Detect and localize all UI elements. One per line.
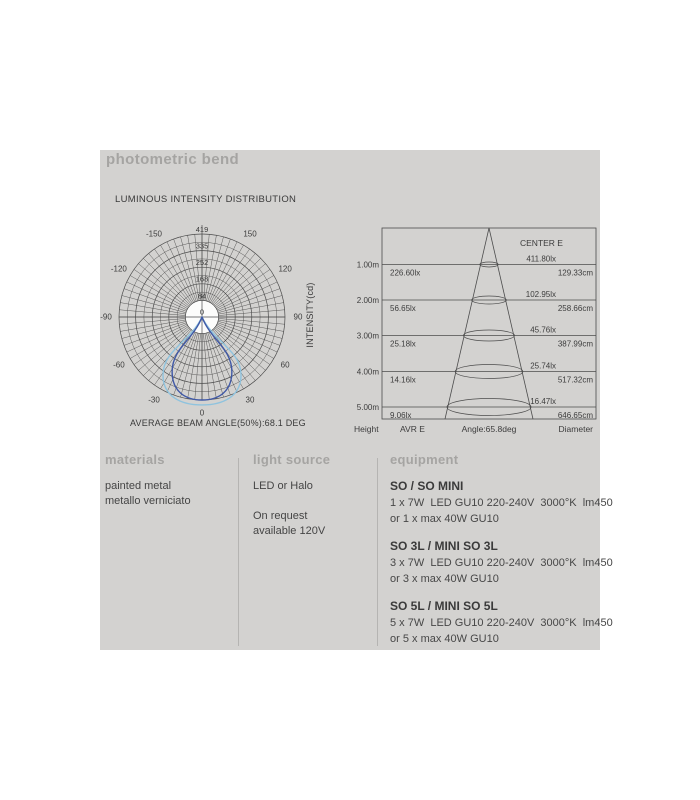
polar-spoke (218, 320, 283, 332)
angle-tick-label: 0 (199, 408, 205, 418)
diameter-value: 517.32cm (557, 375, 593, 385)
equipment-spec: 3 x 7W LED GU10 220-240V 3000°K lm450 (390, 557, 613, 569)
polar-spoke (161, 245, 194, 303)
polar-spoke (130, 276, 188, 309)
polar-spoke (218, 321, 282, 338)
polar-spoke (206, 333, 223, 397)
polar-spoke (188, 333, 200, 398)
column-divider (377, 458, 378, 646)
avr-e-value: 9.06lx (390, 411, 412, 420)
polar-spoke (167, 332, 195, 392)
angle-tick-label: 90 (293, 312, 303, 322)
equipment-spec: 1 x 7W LED GU10 220-240V 3000°K lm450 (390, 497, 613, 509)
page-title: photometric bend (106, 151, 240, 168)
polar-spoke (122, 296, 186, 313)
avr-e-value: 14.16lx (390, 375, 416, 385)
polar-chart-title: LUMINOUS INTENSITY DISTRIBUTION (115, 194, 297, 205)
polar-spoke (161, 331, 194, 389)
height-value: 5.00m (356, 403, 379, 412)
radial-tick-label: 335 (195, 241, 209, 251)
equipment-group (390, 599, 613, 647)
polar-spoke (206, 237, 223, 301)
radial-tick-label: 252 (195, 258, 209, 268)
polar-spoke (209, 242, 237, 302)
diameter-value: 258.66cm (557, 304, 593, 313)
polar-spoke (138, 328, 189, 371)
polar-intensity-chart (95, 218, 325, 443)
diameter-value: 129.33cm (557, 268, 593, 278)
polar-spoke (122, 321, 186, 338)
light-source-section (253, 452, 371, 539)
cone-frame (382, 228, 596, 419)
equipment-group (390, 539, 613, 587)
equipment-spec: 5 x 7W LED GU10 220-240V 3000°K lm450 (390, 617, 613, 629)
polar-spoke (210, 331, 243, 389)
light-source-line: On request (253, 510, 308, 522)
cone-side (445, 228, 489, 419)
center-e-value: 45.76lx (530, 325, 556, 335)
footer-angle-label: Angle:65.8deg (461, 424, 517, 434)
polar-spoke (149, 253, 192, 304)
diameter-value: 646.65cm (557, 411, 593, 420)
equipment-model: SO / SO MINI (390, 479, 464, 493)
equipment-alt-spec: or 1 x max 40W GU10 (390, 512, 499, 525)
center-e-value: 102.95lx (525, 290, 556, 299)
polar-spoke (215, 328, 266, 371)
radial-tick-label: 84 (197, 291, 207, 301)
footer-avre-label: AVR E (400, 424, 425, 434)
photometric-panel (100, 150, 613, 650)
center-e-heading: CENTER E (520, 238, 563, 248)
polar-yaxis-label: INTENSITY(cd) (305, 282, 315, 348)
angle-tick-label: -90 (100, 312, 112, 322)
angle-tick-label: 60 (280, 360, 290, 370)
polar-spoke (215, 264, 266, 307)
polar-spoke (210, 245, 243, 303)
equipment-group (390, 479, 613, 527)
materials-line: metallo verniciato (105, 495, 191, 507)
height-value: 3.00m (356, 331, 379, 341)
polar-spoke (181, 333, 198, 397)
footer-height-label: Height (354, 424, 379, 434)
polar-spoke (213, 253, 256, 304)
polar-spoke (120, 303, 185, 315)
light-source-header: light source (253, 452, 331, 467)
equipment-section (390, 452, 613, 659)
avr-e-value: 56.65lx (390, 304, 416, 313)
radial-tick-label: 168 (195, 274, 209, 284)
light-source-line: LED or Halo (253, 480, 313, 492)
average-beam-angle-label: AVERAGE BEAM ANGLE(50%):68.1 DEG (130, 418, 306, 428)
angle-tick-label: -30 (148, 395, 160, 405)
height-value: 1.00m (356, 260, 379, 270)
materials-line: painted metal (105, 480, 172, 492)
polar-spoke (120, 320, 185, 332)
center-e-value: 25.74lx (530, 361, 556, 371)
height-value: 2.00m (356, 296, 379, 305)
angle-tick-label: 120 (278, 264, 292, 274)
paragraph-gap (253, 494, 371, 509)
polar-spoke (218, 303, 283, 315)
angle-tick-label: 30 (245, 395, 255, 405)
polar-spoke (127, 282, 187, 310)
diameter-value: 387.99cm (557, 339, 593, 349)
avr-e-value: 226.60lx (390, 268, 421, 278)
angle-tick-label: -60 (113, 360, 125, 370)
height-value: 4.00m (356, 367, 379, 377)
avr-e-value: 25.18lx (390, 339, 416, 349)
radial-tick-label: 0 (199, 307, 205, 317)
equipment-model: SO 5L / MINI SO 5L (390, 599, 498, 613)
angle-tick-label: 150 (243, 229, 257, 239)
beam-cone-diagram (350, 222, 610, 437)
materials-header: materials (105, 452, 165, 467)
polar-spoke (130, 325, 188, 358)
angle-tick-label: -120 (110, 264, 127, 274)
polar-spoke (216, 276, 274, 309)
equipment-model: SO 3L / MINI SO 3L (390, 539, 498, 553)
angle-tick-label: -150 (145, 229, 163, 239)
light-source-line: available 120V (253, 525, 326, 537)
center-e-value: 411.80lx (526, 254, 556, 264)
column-divider (238, 458, 239, 646)
polar-spoke (127, 324, 187, 352)
polar-spoke (217, 324, 277, 352)
polar-spoke (205, 333, 217, 398)
footer-diameter-label: Diameter (558, 424, 593, 434)
polar-spoke (167, 242, 195, 302)
materials-section (105, 452, 235, 509)
polar-spoke (216, 325, 274, 358)
radial-tick-label: 419 (195, 225, 209, 234)
polar-spoke (209, 332, 237, 392)
equipment-alt-spec: or 5 x max 40W GU10 (390, 632, 499, 645)
polar-spoke (218, 296, 282, 313)
polar-spoke (217, 282, 277, 310)
center-e-value: 16.47lx (530, 397, 556, 406)
equipment-alt-spec: or 3 x max 40W GU10 (390, 572, 499, 585)
polar-spoke (138, 264, 189, 307)
equipment-header: equipment (390, 452, 459, 467)
